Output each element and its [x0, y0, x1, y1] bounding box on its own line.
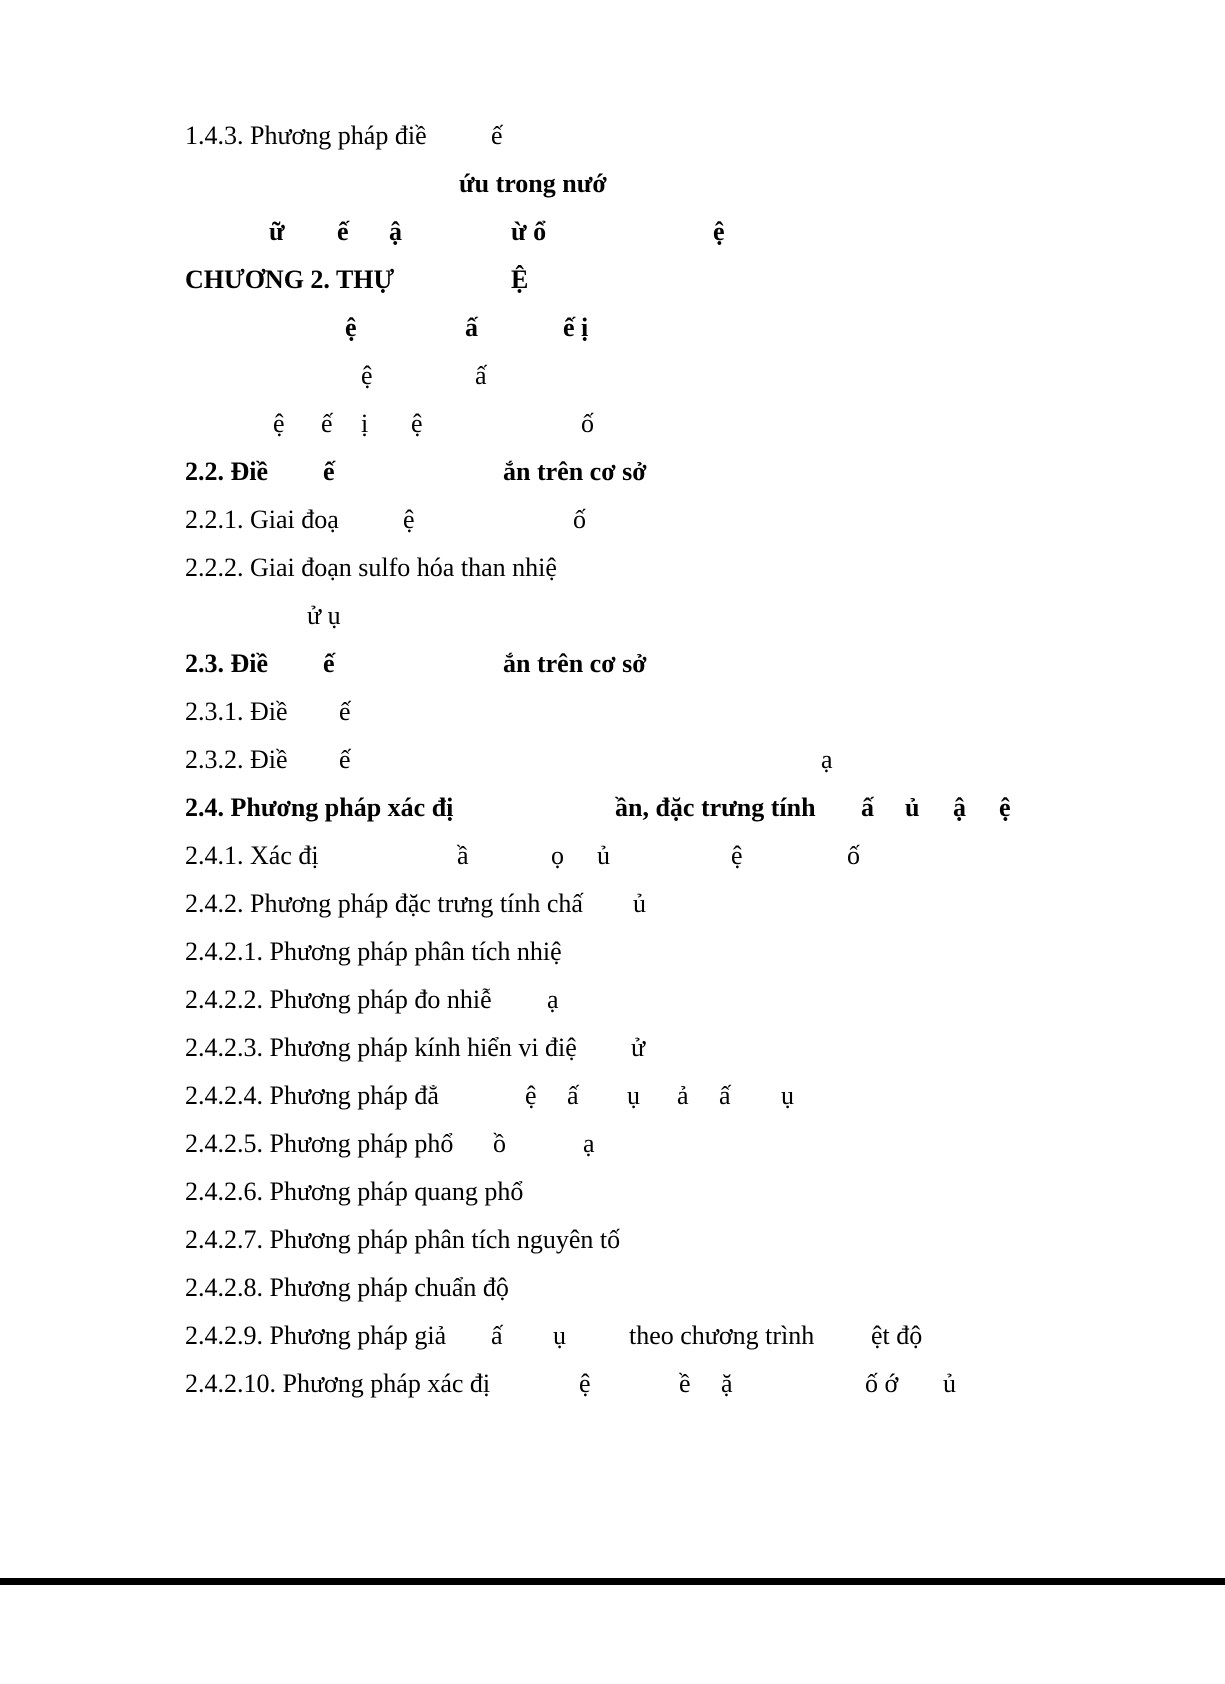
toc-text: ệ — [411, 409, 423, 438]
toc-text: ậ — [389, 217, 402, 246]
toc-text: ấ — [475, 361, 487, 390]
toc-text: 2.4.2.10. Phương pháp xác đị — [185, 1369, 491, 1398]
toc-text: ệ — [525, 1081, 537, 1110]
toc-text: ử ụ — [307, 601, 341, 630]
toc-text: ệ — [713, 217, 725, 246]
toc-text: 2.4.2.5. Phương pháp phổ — [185, 1129, 454, 1158]
toc-text: ử — [631, 1033, 646, 1062]
toc-text: ụ — [627, 1081, 640, 1110]
toc-text: 2.3.2. Điề — [185, 745, 288, 774]
toc-entry-2-4-2-6 — [185, 1172, 524, 1212]
toc-text: ế — [337, 217, 349, 246]
toc-text: Ệ — [511, 265, 529, 294]
toc-text: ấ — [861, 793, 874, 822]
toc-entry-fragment — [185, 356, 487, 396]
toc-text: ứu trong nướ — [459, 169, 607, 198]
toc-text: ữ — [269, 217, 285, 246]
toc-entry-2-4-2-4 — [185, 1076, 794, 1116]
toc-text: ầ — [457, 841, 469, 870]
toc-text: ụ — [781, 1081, 794, 1110]
toc-entry-2-4-2-8 — [185, 1268, 509, 1308]
toc-entry-2-4-2-3 — [185, 1028, 646, 1068]
toc-entry-2-2-2 — [185, 548, 557, 588]
toc-text: ủ — [633, 889, 646, 918]
toc-entry-2-3-1 — [185, 692, 351, 732]
toc-text: 2.4.2.4. Phương pháp đẳ — [185, 1081, 439, 1110]
toc-entry-2-3-2 — [185, 740, 833, 780]
toc-text: theo chương trình — [629, 1321, 815, 1350]
toc-text: 2.3.1. Điề — [185, 697, 288, 726]
toc-text: 2.4.2.3. Phương pháp kính hiển vi điệ — [185, 1033, 577, 1062]
toc-chapter-2 — [185, 260, 529, 300]
toc-text: ấ — [465, 313, 478, 342]
toc-text: ố — [581, 409, 594, 438]
toc-text: ắn trên cơ sở — [503, 649, 647, 678]
toc-text: 2.3. Điề — [185, 649, 269, 678]
toc-section-2-4 — [185, 788, 1011, 828]
toc-text: ắn trên cơ sở — [503, 457, 647, 486]
toc-text: 2.4.2. Phương pháp đặc trưng tính chấ — [185, 889, 583, 918]
toc-text: ệ — [403, 505, 415, 534]
toc-text: ế — [321, 409, 333, 438]
toc-entry-2-4-2 — [185, 884, 646, 924]
toc-text: 2.4.2.1. Phương pháp phân tích nhiệ — [185, 937, 562, 966]
toc-text: ặ — [721, 1369, 733, 1398]
toc-entry-2-4-2-2 — [185, 980, 559, 1020]
toc-entry-2-4-2-1 — [185, 932, 562, 972]
toc-text: ần, đặc trưng tính — [615, 793, 816, 822]
toc-text: ủ — [597, 841, 610, 870]
toc-text: ệ — [999, 793, 1011, 822]
toc-text: ố ớ — [865, 1369, 899, 1398]
toc-text: 2.4.2.2. Phương pháp đo nhiễ — [185, 985, 492, 1014]
toc-text: ệ — [579, 1369, 591, 1398]
page-bottom-edge — [0, 1578, 1225, 1585]
toc-text: 2.2.1. Giai đoạ — [185, 505, 339, 534]
toc-section-2-2 — [185, 452, 647, 492]
toc-entry-fragment — [185, 404, 594, 444]
toc-text: ế — [339, 697, 351, 726]
toc-text: ụ — [553, 1321, 566, 1350]
toc-text: ạ — [821, 745, 833, 774]
toc-text: ệ — [345, 313, 357, 342]
toc-entry-2-4-2-10 — [185, 1364, 956, 1404]
toc-text: ị — [361, 409, 369, 438]
toc-text: 2.4. Phương pháp xác đị — [185, 793, 454, 822]
toc-text: 2.2.2. Giai đoạn sulfo hóa than nhiệ — [185, 553, 557, 582]
toc-text: ạ — [583, 1129, 595, 1158]
toc-text: ệ — [361, 361, 373, 390]
toc-text: ủ — [905, 793, 920, 822]
toc-text: ệ — [273, 409, 285, 438]
toc-entry-fragment — [185, 212, 725, 252]
toc-text: ừ ổ — [511, 217, 547, 246]
toc-text: ố — [847, 841, 860, 870]
toc-text: 2.4.2.7. Phương pháp phân tích nguyên tố — [185, 1225, 621, 1254]
toc-text: 2.4.2.9. Phương pháp giả — [185, 1321, 447, 1350]
toc-entry-heading-fragment — [185, 164, 607, 204]
toc-entry-fragment — [185, 308, 589, 348]
toc-text: 2.4.2.6. Phương pháp quang phổ — [185, 1177, 524, 1206]
toc-text: ọ — [551, 841, 564, 870]
toc-text: ế — [339, 745, 351, 774]
toc-text: ệt độ — [871, 1321, 923, 1350]
toc-entry-2-4-2-5 — [185, 1124, 595, 1164]
toc-text: 2.2. Điề — [185, 457, 269, 486]
toc-text: 2.4.1. Xác đị — [185, 841, 319, 870]
toc-text: ế — [491, 121, 503, 150]
toc-entry-fragment — [185, 596, 341, 636]
toc-entry-2-2-1 — [185, 500, 586, 540]
toc-entry-2-4-2-7 — [185, 1220, 621, 1260]
toc-text: ấ — [491, 1321, 503, 1350]
toc-text: 1.4.3. Phương pháp điề — [185, 121, 427, 150]
toc-text: ạ — [547, 985, 559, 1014]
toc-text: ả — [677, 1081, 689, 1110]
toc-section-2-3 — [185, 644, 647, 684]
toc-entry-2-4-1 — [185, 836, 860, 876]
toc-text: ấ — [567, 1081, 579, 1110]
toc-text: ế — [323, 649, 335, 678]
toc-text: ấ — [719, 1081, 731, 1110]
toc-text: ủ — [943, 1369, 956, 1398]
toc-entry-2-4-2-9 — [185, 1316, 923, 1356]
toc-text: ậ — [953, 793, 966, 822]
toc-text: ế — [323, 457, 335, 486]
toc-text: ệ — [731, 841, 743, 870]
toc-entry-1-4-3 — [185, 116, 503, 156]
toc-text: CHƯƠNG 2. THỰ — [185, 265, 395, 294]
toc-text: 2.4.2.8. Phương pháp chuẩn độ — [185, 1273, 509, 1302]
toc-text: ố — [573, 505, 586, 534]
toc-text: ồ — [493, 1129, 506, 1158]
toc-text: ế ị — [563, 313, 589, 342]
toc-text: ề — [679, 1369, 691, 1398]
